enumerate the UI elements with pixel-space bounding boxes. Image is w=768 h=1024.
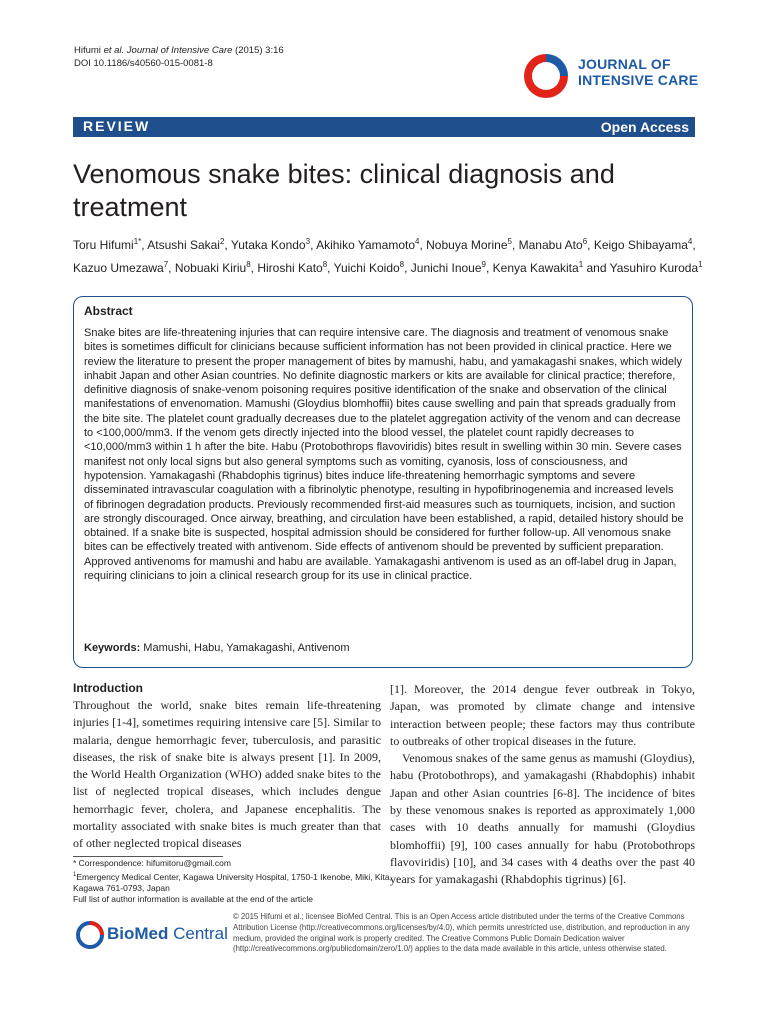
keywords (84, 642, 350, 654)
author: Yuichi Koido$^8$ (333, 260, 405, 275)
author: Atsushi Sakai$^2$ (147, 237, 225, 252)
author: Kazuo Umezawa$^7$ (73, 260, 169, 275)
author-affiliation-sup: 7 (163, 260, 169, 269)
abstract-body: Snake bites are life-threatening injuries that can require intensive care. The diagnosis and treatment of venomous snake bites is sometimes difficult for clinicians because sufficient information has not been provided in clinical practice. Here we review the literature to present the proper management of bites by mamushi, habu, and yamakagashi snakes, which widely inhabit Japan and other Asian countries. No definite diagnostic markers or kits are available for clinical practice; therefore, definitive diagnosis of snake-venom poisoning requires positive identification of the snake and observation of the clinical manifestations of envenomation. Mamushi (Gloydius blomhoffii) bites cause swelling and pain that spreads gradually from the bite site. The platelet count gradually decreases due to the platelet aggregation activity of the venom and can decrease to <100,000/mm3. If the venom gets directly injected into the blood vessel, the platelet count rapidly decreases to <10,000/mm3 within 1 h after the bite. Habu (Protobothrops flavoviridis) bites result in swelling within 30 min. Severe cases manifest not only local signs but also general symptoms such as vomiting, cyanosis, loss of consciousness, and hypotension. Yamakagashi (Rhabdophis tigrinus) bites induce life-threatening hemorrhagic symptoms and severe disseminated intravascular coagulation with a fibrinolytic phenotype, resulting in hypofibrinogenemia and increased levels of fibrinogen degradation products. Previously recommended first-aid measures such as tourniquets, incision, and suction are strongly discouraged. Once airway, breathing, and circulation have been established, a rapid, detailed history should be obtained. If a snake bite is suspected, hospital admission should be considered for further follow-up. All venomous snake bites can be effectively treated with antivenom. Side effects of antivenom should be prevented by sufficient preparation. Approved antivenoms for mamushi and habu are available. Yamakagashi antivenom is used as an off-label drug in Japan, requiring clinicians to join a clinical research group for its use in clinical practice. (84, 327, 684, 583)
author-affiliation-sup: 5 (507, 237, 512, 246)
journal-logo-line2: INTENSIVE CARE (578, 72, 699, 88)
author-affiliation-sup: 1 (578, 260, 584, 269)
author: Nobuya Morine$^5$ (426, 237, 512, 252)
journal-logo-text (578, 56, 698, 88)
keywords-label: Keywords: (84, 642, 141, 654)
author-affiliation-sup: 8 (399, 260, 405, 269)
article-type-band (73, 117, 695, 137)
author-list: Toru Hifumi$^{1*}$, Atsushi Sakai$^2$, Yutaka Kondo$^3$, Akihiko Yamamoto$^4$, Nobuya Morine$^5$, Manabu Ato$^6$, Keigo Shibayama$^4$, Kazuo Umezawa$^7$, Nobuaki Kiriu$^8$, Hiroshi Kato$^8$, Yuichi Koido$^8$, Junichi Inoue$^9$, Kenya Kawakita$^1$ and Yasuhiro Kuroda$^1$ (73, 237, 703, 275)
abstract-heading: Abstract (84, 304, 133, 318)
intro-paragraph-3: Venomous snakes of the same genus as mamushi (Gloydius), habu (Protobothrops), and yamakagashi (Rhabdophis) inhabit Japan and other Asian countries [6-8]. The incidence of bites by these venomous snakes is reported as approximately 1,000 cases with 10 deaths annually for mamushi (Gloydius blomhoffii) [9], 100 cases annually for habu (Protobothrops flavoviridis) [10], and 34 cases with 4 deaths over the past 40 years for yamakagashi (Rhabdophis tigrinus) [6]. (390, 751, 695, 887)
open-access-label: Open Access (600, 119, 689, 135)
affiliation-text: Emergency Medical Center, Kagawa University Hospital, 1750-1 Ikenobe, Miki, Kita, Kagawa 761-0793, Japan (73, 871, 392, 893)
intro-paragraph-1: Throughout the world, snake bites remain life-threatening injuries [1-4], sometimes requiring intensive care [5]. Similar to malaria, dengue hemorrhagic fever, tuberculosis, and parasitic diseases, the risk of snake bite is always present [1]. In 2009, the World Health Organization (WHO) added snake bites to the list of neglected tropical diseases, which includes dengue hemorrhagic fever, cholera, and Japanese encephalitis. The mortality associated with snake bites is much greater than that of other neglected tropical diseases (73, 698, 381, 851)
author-affiliation-sup: 1 (698, 260, 703, 269)
abstract-box (73, 296, 693, 668)
author: Yutaka Kondo$^3$ (230, 237, 311, 252)
affiliation (73, 870, 403, 895)
biomed-logo-text (107, 924, 228, 944)
central-word: Central (168, 924, 228, 943)
author-affiliation-sup: 1* (133, 237, 142, 246)
affiliation-sup: 1 (73, 871, 77, 878)
footnotes (73, 858, 403, 906)
journal-logo-icon (520, 50, 572, 102)
author-affiliation-sup: 3 (305, 237, 311, 246)
article-type-label: REVIEW (83, 118, 151, 134)
author: Kenya Kawakita$^1$ (492, 260, 584, 275)
citation-header (74, 44, 284, 70)
author: Hiroshi Kato$^8$ (257, 260, 328, 275)
keywords-list: Mamushi, Habu, Yamakagashi, Antivenom (140, 642, 350, 654)
author: Keigo Shibayama$^4$ (593, 237, 693, 252)
license-text: © 2015 Hifumi et al.; licensee BioMed Central. This is an Open Access article distributed under the terms of the Creative Commons Attribution License (http://creativecommons.org/licenses/by/4.0), which permits unrestricted use, distribution, and reproduction in any medium, provided the original work is properly credited. The Creative Commons Public Domain Dedication waiver (http://creativecommons.org/publicdomain/zero/1.0/) applies to the data made available in this article, unless otherwise stated. (233, 912, 690, 954)
doi: DOI 10.1186/s40560-015-0081-8 (74, 58, 213, 69)
citation-author: Hifumi (74, 45, 104, 56)
biomed-central-logo (75, 918, 228, 952)
intro-right-column (390, 681, 695, 889)
author: Akihiko Yamamoto$^4$ (316, 237, 420, 252)
journal-logo (520, 50, 705, 100)
author-affiliation-sup: 8 (322, 260, 328, 269)
correspondence: * Correspondence: hifumitoru@gmail.com (73, 858, 231, 868)
citation-journal: et al. Journal of Intensive Care (103, 45, 233, 56)
article-title: Venomous snake bites: clinical diagnosis and treatment (73, 159, 615, 222)
author-affiliation-sup: 8 (246, 260, 251, 269)
author-affiliation-sup: 2 (219, 237, 225, 246)
author-affiliation-sup: 6 (582, 237, 588, 246)
author: Junichi Inoue$^9$ (410, 260, 486, 275)
author: Toru Hifumi$^{1*}$ (73, 237, 142, 252)
journal-logo-line1: JOURNAL OF (578, 56, 671, 72)
biomed-word: BioMed (107, 924, 169, 943)
author: Yasuhiro Kuroda$^1$ (609, 260, 703, 275)
footnote-rule (73, 856, 223, 857)
author: Nobuaki Kiriu$^8$ (174, 260, 251, 275)
intro-heading: Introduction (73, 681, 143, 695)
author-affiliation-sup: 4 (687, 237, 693, 246)
full-author-info-note: Full list of author information is available at the end of the article (73, 894, 314, 905)
author: Manabu Ato$^6$ (518, 237, 588, 252)
intro-left-column (73, 681, 381, 853)
intro-paragraph-2: [1]. Moreover, the 2014 dengue fever outbreak in Tokyo, Japan, was promoted by climate change and intensive interaction between people; these factors may thus contribute to outbreaks of other tropical diseases in the future. (390, 682, 695, 748)
biomed-logo-icon (75, 920, 105, 950)
citation-volume: (2015) 3:16 (232, 45, 284, 56)
citation-line (74, 44, 284, 57)
author-affiliation-sup: 4 (415, 237, 420, 246)
author-affiliation-sup: 9 (481, 260, 486, 269)
